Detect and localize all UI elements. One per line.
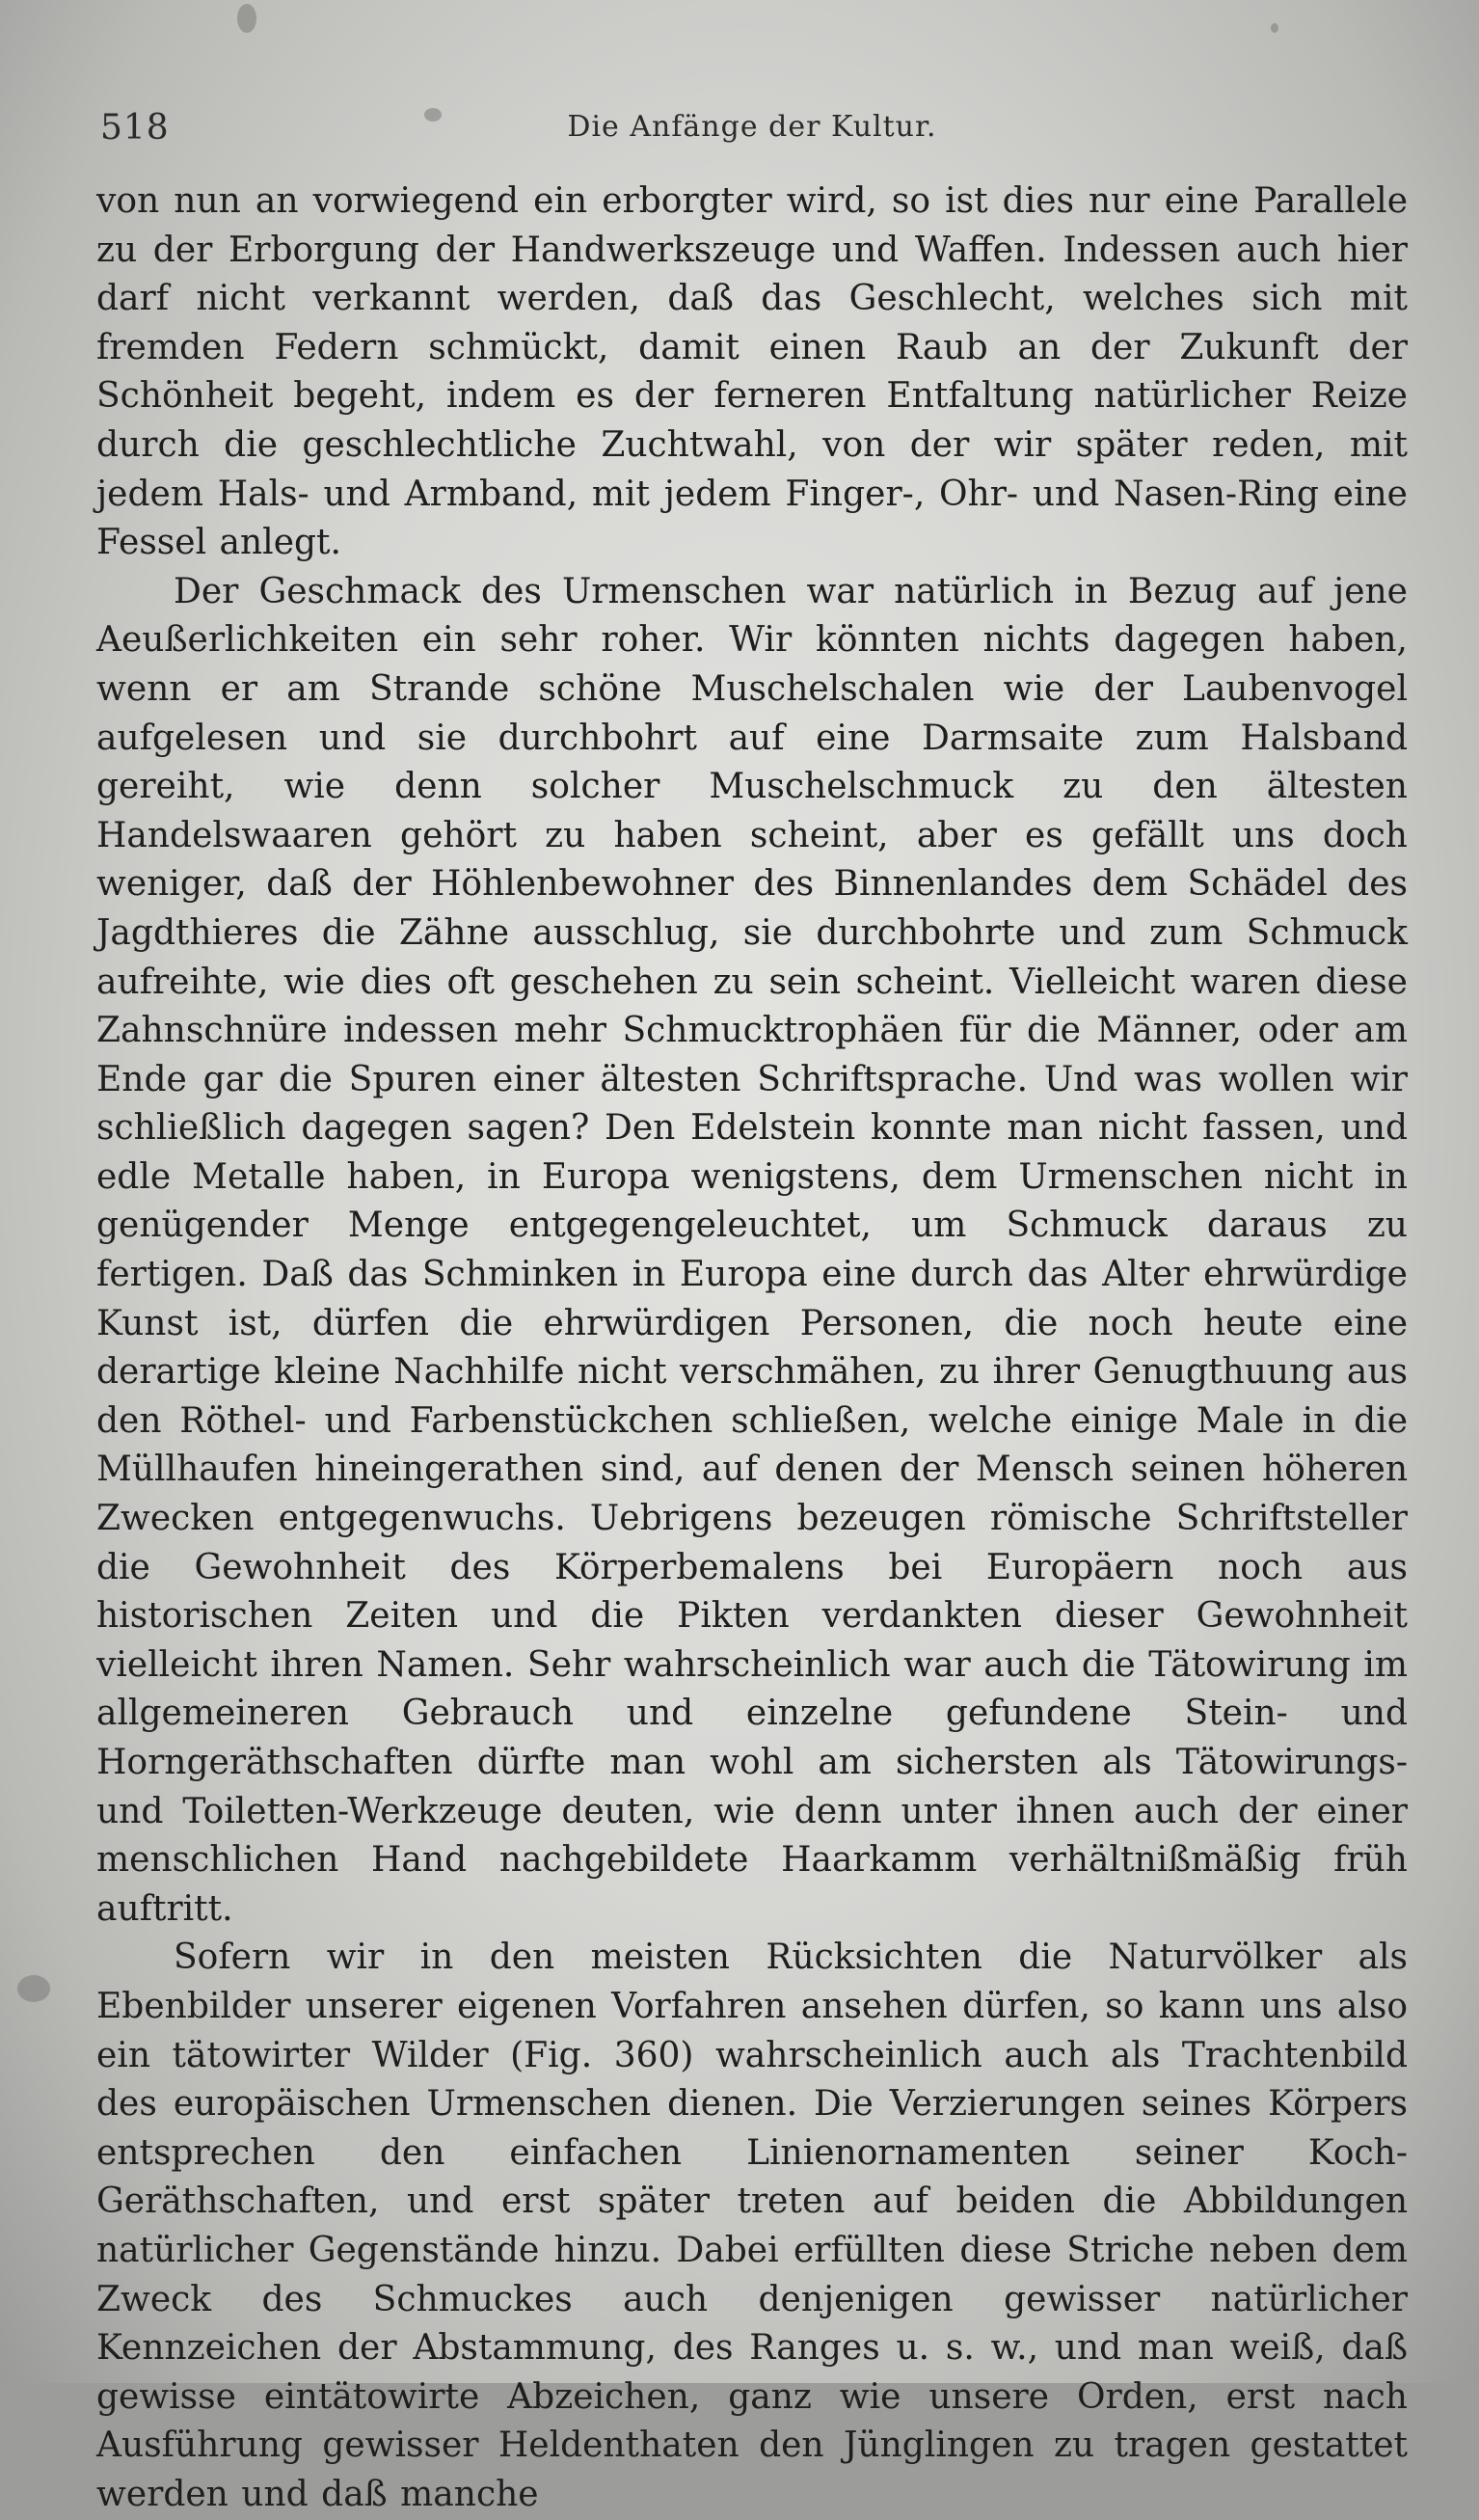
page-header — [96, 96, 1408, 158]
book-page — [96, 96, 1408, 2514]
body-text — [96, 177, 1408, 2520]
paragraph: Sofern wir in den meisten Rücksichten die Naturvölker als Ebenbilder unserer eigenen Vorfahren ansehen dürfen, so kann uns also ein tätowirter Wilder (Fig. 360) wahrscheinlich auch als Trachtenbild des europäischen Urmenschen dienen. Die Verzierungen seines Körpers entsprechen den einfachen Linienornamenten seiner Koch-Geräthschaften, und erst später treten auf beiden die Abbildungen natürlicher Gegenstände hinzu. Dabei erfüllten diese Striche neben dem Zweck des Schmuckes auch denjenigen gewisser natürlicher Kennzeichen der Abstammung, des Ranges u. s. w., und man weiß, daß gewisse eintätowirte Abzeichen, ganz wie unsere Orden, erst nach Ausführung gewisser Heldenthaten den Jünglingen zu tragen gestattet werden und daß manche — [96, 1937, 1408, 2514]
ink-speck — [17, 1975, 50, 2002]
running-title: Die Anfänge der Kultur. — [567, 110, 937, 144]
paragraph-continued: von nun an vorwiegend ein erborgter wird, so ist dies nur eine Parallele zu der Erborgung der Handwerkszeuge und Waffen. Indessen auch hier darf nicht verkannt werden, daß das Geschlecht, welches sich mit fremden Federn schmückt, damit einen Raub an der Zukunft der Schönheit begeht, indem es der ferneren Entfaltung natürlicher Reize durch die geschlechtliche Zuchtwahl, von der wir später reden, mit jedem Hals- und Armband, mit jedem Finger-, Ohr- und Nasen-Ring eine Fessel anlegt. — [96, 181, 1408, 563]
ink-speck — [1271, 23, 1278, 33]
ink-speck — [237, 4, 256, 33]
paragraph: Der Geschmack des Urmenschen war natürlich in Bezug auf jene Aeußerlichkeiten ein sehr roher. Wir könnten nichts dagegen haben, wenn er am Strande schöne Muschelschalen wie der Laubenvogel aufgelesen und sie durchbohrt auf eine Darmsaite zum Halsband gereiht, wie denn solcher Muschelschmuck zu den ältesten Handelswaaren gehört zu haben scheint, aber es gefällt uns doch weniger, daß der Höhlenbewohner des Binnenlandes dem Schädel des Jagdthieres die Zähne ausschlug, sie durchbohrte und zum Schmuck aufreihte, wie dies oft geschehen zu sein scheint. Vielleicht waren diese Zahnschnüre indessen mehr Schmucktrophäen für die Männer, oder am Ende gar die Spuren einer ältesten Schriftsprache. Und was wollen wir schließlich dagegen sagen? Den Edelstein konnte man nicht fassen, und edle Metalle haben, in Europa wenigstens, dem Urmenschen nicht in genügender Menge entgegengeleuchtet, um Schmuck daraus zu fertigen. Daß das Schminken in Europa eine durch das Alter ehrwürdige Kunst ist, dürfen die ehrwürdigen Personen, die noch heute eine derartige kleine Nachhilfe nicht verschmähen, zu ihrer Genugthuung aus den Röthel- und Farbenstückchen schließen, welche einige Male in die Müllhaufen hineingerathen sind, auf denen der Mensch seinen höheren Zwecken entgegenwuchs. Uebrigens bezeugen römische Schriftsteller die Gewohnheit des Körperbemalens bei Europäern noch aus historischen Zeiten und die Pikten verdankten dieser Gewohnheit vielleicht ihren Namen. Sehr wahrscheinlich war auch die Tätowirung im allgemeineren Gebrauch und einzelne gefundene Stein- und Horngeräthschaften dürfte man wohl am sichersten als Tätowirungs- und Toiletten-Werkzeuge deuten, wie denn unter ihnen auch der einer menschlichen Hand nachgebildete Haarkamm verhältnißmäßig früh auftritt. — [96, 571, 1408, 1929]
page-number: 518 — [100, 108, 170, 148]
